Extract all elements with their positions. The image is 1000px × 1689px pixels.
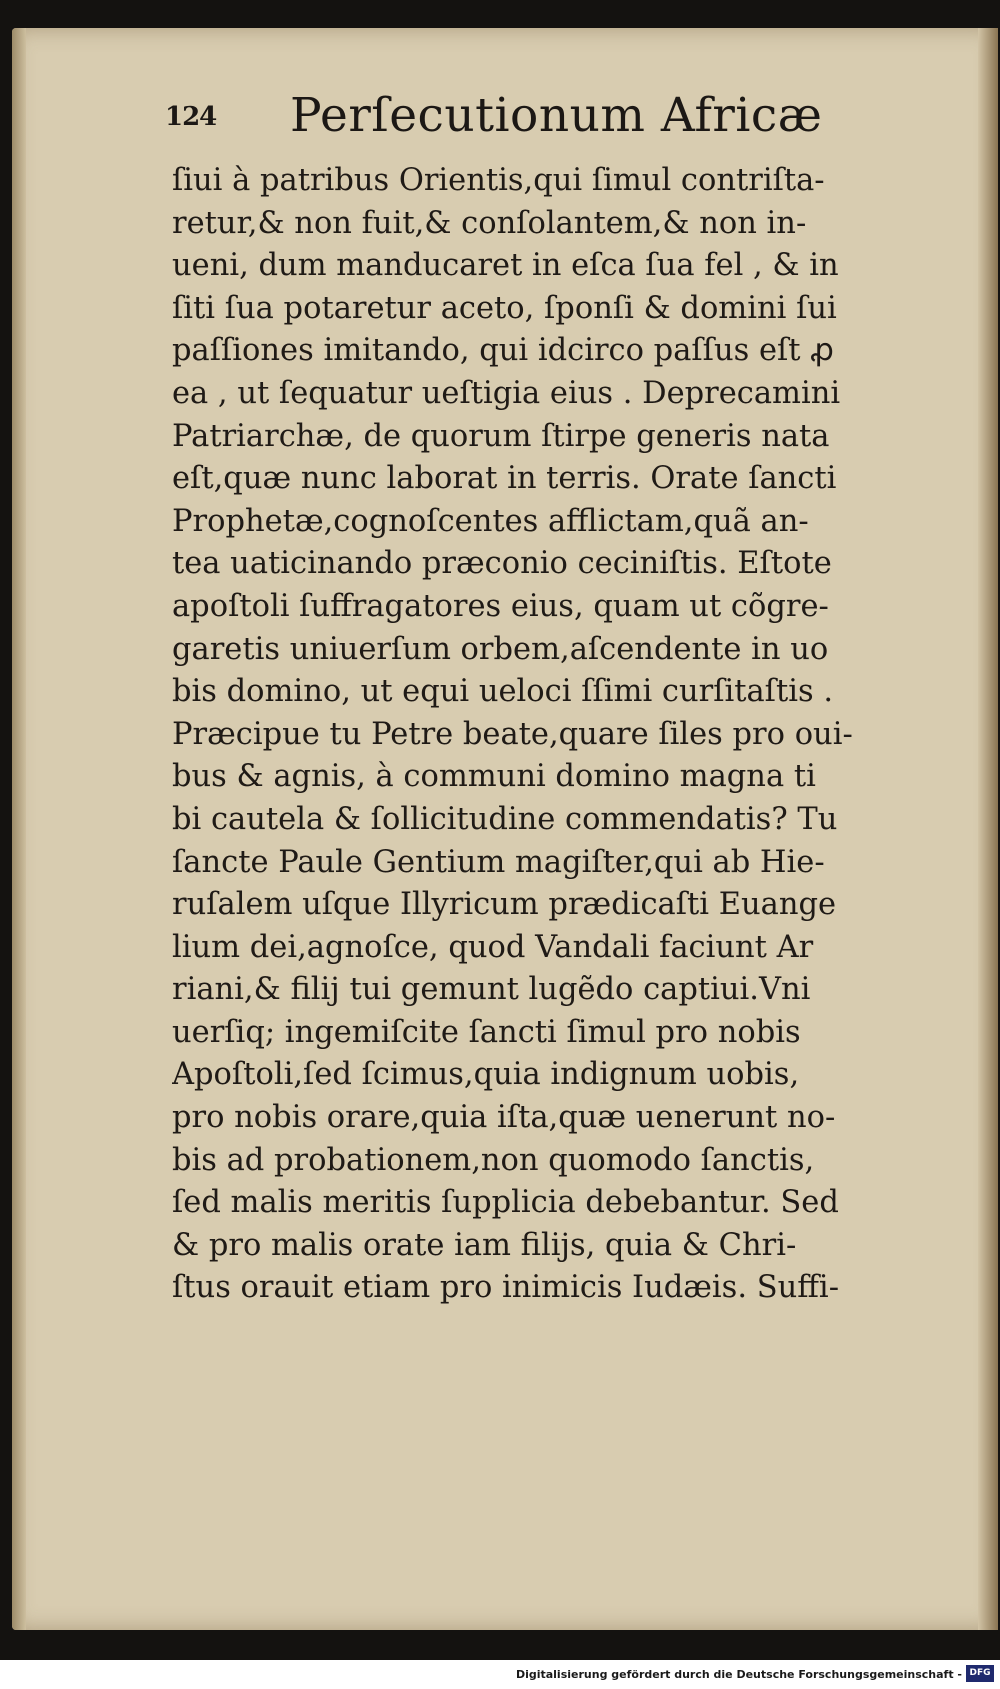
text-line: bis domino, ut equi ueloci ſſimi curſitaſtis . <box>172 674 834 710</box>
text-line: bus & agnis, à communi domino magna ti <box>172 759 816 795</box>
page-right-edge <box>978 28 998 1630</box>
text-line: Patriarchæ, de quorum ſtirpe generis nata <box>172 418 830 454</box>
page-header <box>165 88 823 148</box>
text-line: ſed malis meritis ſupplicia debebantur. Sed <box>172 1185 839 1221</box>
text-line: pro nobis orare,quia iſta,quæ uenerunt no- <box>172 1100 836 1136</box>
text-line: retur,& non fuit,& conſolantem,& non in- <box>172 205 807 241</box>
text-line: & pro malis orate iam filijs, quia & Chri- <box>172 1227 797 1263</box>
text-line: garetis uniuerſum orbem,aſcendente in uo <box>172 631 829 667</box>
running-title: Perſecutionum Africæ <box>290 88 823 143</box>
text-line: uerſiq; ingemiſcite ſancti ſimul pro nobis <box>172 1014 801 1050</box>
text-line: ea , ut ſequatur ueſtigia eius . Deprecamini <box>172 375 841 411</box>
dfg-logo-icon: DFG <box>966 1665 994 1682</box>
text-line: ruſalem uſque Illyricum prædicaſti Euange <box>172 887 837 923</box>
text-line: ſiti ſua potaretur aceto, ſponſi & domini ſui <box>172 290 837 326</box>
text-line: ſiui à patribus Orientis,qui ſimul contriſta- <box>172 163 825 198</box>
body-text <box>172 160 932 1310</box>
text-line: eſt,quæ nunc laborat in terris. Orate ſancti <box>172 461 837 497</box>
text-line: bi cautela & ſollicitudine commendatis? Tu <box>172 801 838 837</box>
text-line: bis ad probationem,non quomodo ſanctis, <box>172 1142 815 1178</box>
page-number: 124 <box>165 102 217 132</box>
text-line: Præcipue tu Petre beate,quare ſiles pro oui- <box>172 716 853 752</box>
page-left-edge <box>12 28 26 1630</box>
funding-credit: Digitalisierung gefördert durch die Deutsche Forschungsgemeinschaft - <box>515 1668 962 1681</box>
text-line: ſtus orauit etiam pro inimicis Iudæis. Suffi- <box>172 1270 839 1306</box>
text-line: apoſtoli ſuffragatores eius, quam ut cõgre- <box>172 588 829 624</box>
text-line: riani,& filij tui gemunt lugẽdo captiui.Vni <box>172 972 811 1008</box>
text-line: ueni, dum manducaret in eſca ſua fel , & in <box>172 248 839 284</box>
text-line: tea uaticinando præconio ceciniſtis. Eſtote <box>172 546 832 582</box>
digitization-footer <box>0 1660 1000 1689</box>
text-line: paſſiones imitando, qui idcirco paſſus eſt ꝓ <box>172 333 834 369</box>
text-line: Apoſtoli,ſed ſcimus,quia indignum uobis, <box>172 1057 800 1093</box>
text-line: ſancte Paule Gentium magiſter,qui ab Hie- <box>172 844 825 880</box>
text-line: Prophetæ,cognoſcentes afflictam,quã an- <box>172 503 809 539</box>
text-line: lium dei,agnoſce, quod Vandali faciunt Ar <box>172 929 814 965</box>
